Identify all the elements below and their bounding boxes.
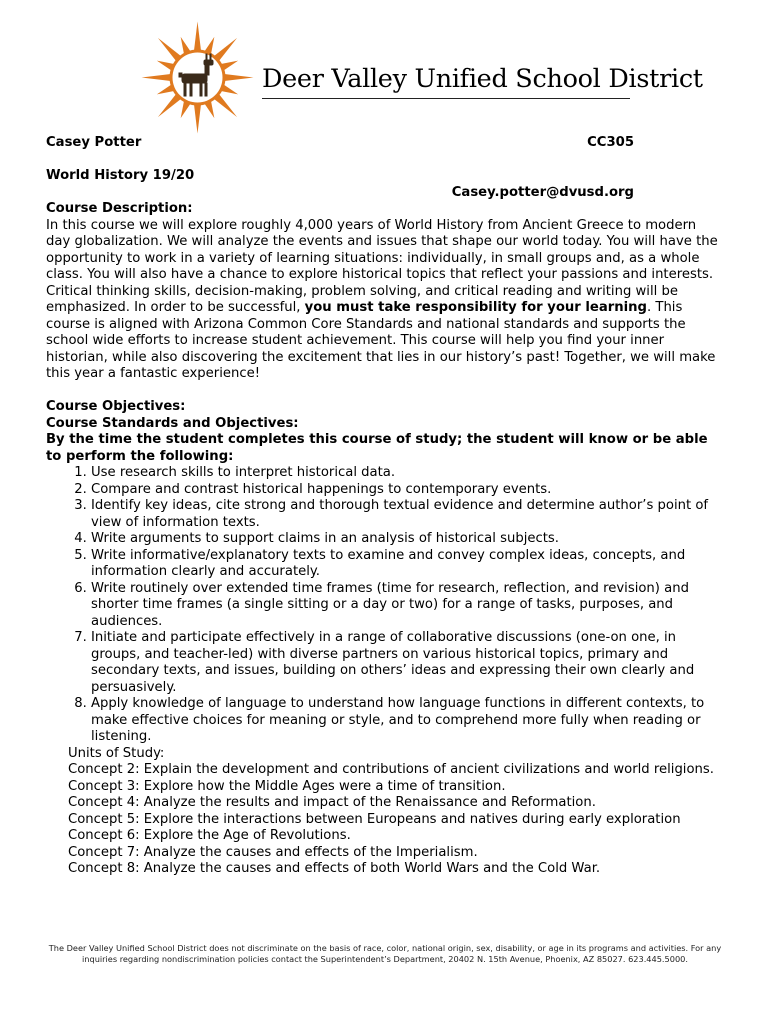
objective-item: 7. Initiate and participate effectively in a range of collaborative discussions (one-on one, in groups, and teacher-led) with diverse partners on various historical topics, primary and secondary texts, and issues, building on others’ ideas and expressing their own clearly and persuasively. xyxy=(91,630,726,696)
concept-item: Concept 5: Explore the interactions between Europeans and natives during early exploration xyxy=(68,811,681,827)
objective-item: 4. Write arguments to support claims in an analysis of historical subjects. xyxy=(91,531,726,548)
sun-ray-icon xyxy=(194,104,201,133)
sun-ray-icon xyxy=(214,94,237,117)
teacher-name: Casey Potter xyxy=(46,135,142,150)
concept-item: Concept 4: Analyze the results and impact of the Renaissance and Reformation. xyxy=(68,795,596,810)
objectives-intro: By the time the student completes this course of study; the student will know or be able to perform the following: xyxy=(46,432,708,464)
course-description xyxy=(46,218,724,383)
concept-item: Concept 6: Explore the Age of Revolutions. xyxy=(68,828,351,843)
sun-ray-icon xyxy=(194,22,201,51)
description-text-2: . This course is aligned with Arizona Common Core Standards and national standards and supports the school wide efforts to increase student achievement. This course will help you find your inner historian, while also discovering the excitement that lies in our history’s past! Together, we will make this year a fantastic experience! xyxy=(46,300,716,381)
objectives-list xyxy=(46,465,726,746)
objective-item: 8. Apply knowledge of language to understand how language functions in different contexts, to make effective choices for meaning or style, and to comprehend more fully when reading or listening. xyxy=(91,696,726,746)
units-heading: Units of Study: xyxy=(68,745,165,761)
description-heading: Course Description: xyxy=(46,201,193,216)
objective-item: 1. Use research skills to interpret historical data. xyxy=(91,465,726,482)
header-divider xyxy=(262,98,630,99)
teacher-header xyxy=(46,135,634,152)
sun-ray-icon xyxy=(158,94,181,117)
district-name: Deer Valley Unified School District xyxy=(262,64,703,94)
sun-ray-icon xyxy=(224,74,253,81)
course-title: World History 19/20 xyxy=(46,168,195,183)
concept-item: Concept 7: Analyze the causes and effects of the Imperialism. xyxy=(68,844,478,860)
description-emphasis: you must take responsibility for your learning xyxy=(304,300,647,315)
sun-ray-icon xyxy=(214,38,237,61)
document-body xyxy=(46,135,726,878)
objective-item: 6. Write routinely over extended time frames (time for research, reflection, and revision) and shorter time frames (a single sitting or a day or two) for a range of tasks, purposes, and audiences. xyxy=(91,581,726,631)
teacher-email: Casey.potter@dvusd.org xyxy=(451,184,634,200)
standards-heading: Course Standards and Objectives: xyxy=(46,415,299,431)
objective-item: 3. Identify key ideas, cite strong and thorough textual evidence and determine author’s point of view of information texts. xyxy=(91,498,726,531)
objectives-heading: Course Objectives: xyxy=(46,399,186,414)
concept-item: Concept 8: Analyze the causes and effects of both World Wars and the Cold War. xyxy=(68,861,601,876)
description-text-1: In this course we will explore roughly 4,000 years of World History from Ancient Greece to modern day globalization. We will analyze the events and issues that shape our world today. You will have the opportunity to work in a variety of learning situations: individually, in small groups and, as a whole class. You will also have a chance to explore historical topics that reflect your passions and interests. Critical thinking skills, decision-making, problem solving, and critical reading and writing will be emphasized. In order to be successful, xyxy=(46,217,718,315)
objective-item: 2. Compare and contrast historical happenings to contemporary events. xyxy=(91,482,726,499)
concept-item: Concept 2: Explain the development and contributions of ancient civilizations and world religions. xyxy=(68,762,714,777)
sun-ray-icon xyxy=(142,74,171,81)
concept-item: Concept 3: Explore how the Middle Ages were a time of transition. xyxy=(68,778,506,794)
district-logo-icon xyxy=(140,20,255,135)
room-number: CC305 xyxy=(587,135,634,150)
objective-item: 5. Write informative/explanatory texts to examine and convey complex ideas, concepts, and information clearly and accurately. xyxy=(91,548,726,581)
sun-ray-icon xyxy=(158,38,181,61)
nondiscrimination-footer: The Deer Valley Unified School District does not discriminate on the basis of race, color, national origin, sex, disability, or age in its programs and activities. For any inquiries regarding nondiscrimination policies contact the Superintendent’s Department, 20402 N. 15th Avenue, Phoenix, AZ 85027. 623.445.5000. xyxy=(48,943,722,964)
